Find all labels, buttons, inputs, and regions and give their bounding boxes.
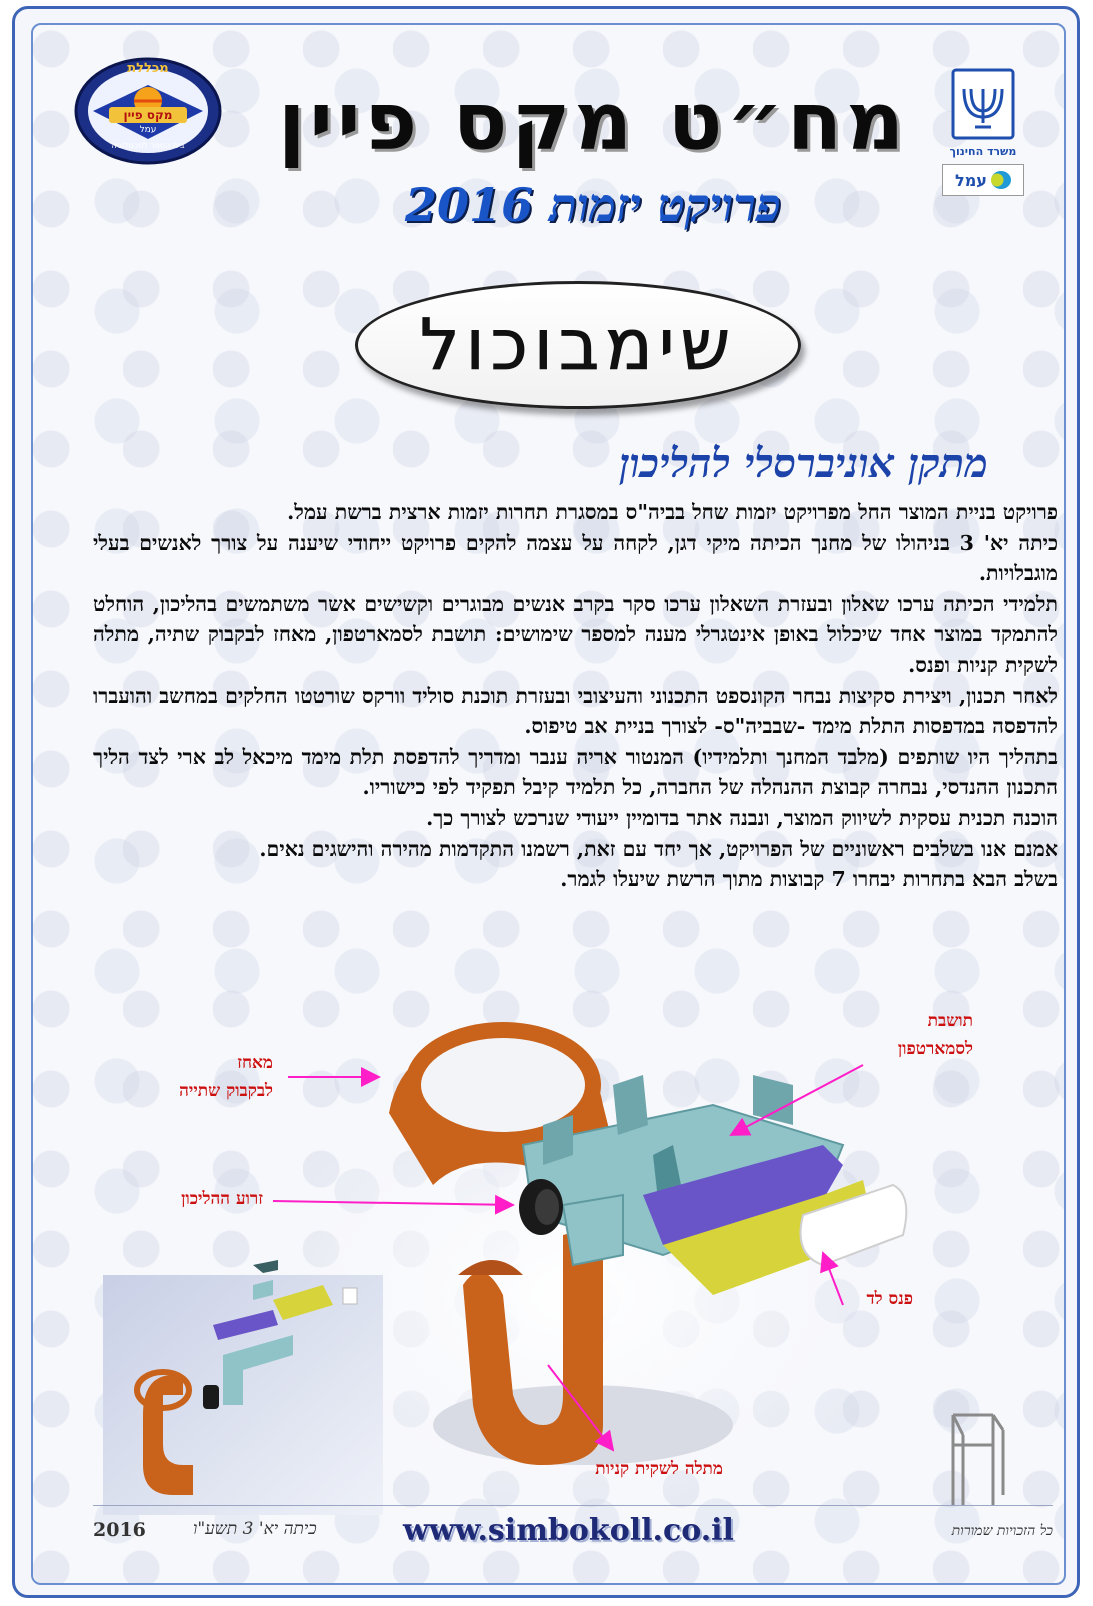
paragraph: פרויקט בניית המוצר החל מפרויקט יזמות שחל בביה"ס במסגרת תחרות יזמות ארצית ברשת עמל. bbox=[287, 500, 1058, 524]
school-logo-top: מכללת bbox=[127, 61, 169, 76]
school-logo-name: מקס פיין bbox=[123, 108, 173, 122]
amal-logo bbox=[942, 164, 1024, 196]
school-logo bbox=[73, 55, 223, 165]
paragraph: אמנם אנו בשלבים ראשוניים של הפרויקט, אך יחד עם זאת, רשמנו התקדמות מהירה והישגים נאים. bbox=[259, 836, 1058, 861]
walker-icon bbox=[953, 1415, 1003, 1505]
article-body bbox=[93, 497, 1058, 895]
callout-bottle-holder: מאחז לבקבוק שתייה bbox=[179, 1053, 273, 1101]
footer-website-link[interactable]: www.simbokoll.co.il bbox=[403, 1513, 734, 1548]
footer-class: כיתה יא' 3 תשע"ו bbox=[193, 1519, 317, 1539]
callout-led-light: פנס לד bbox=[866, 1289, 913, 1309]
exploded-view-inset bbox=[103, 1260, 383, 1515]
arrow-phone-mount bbox=[731, 1065, 863, 1135]
amal-logo-mark-icon bbox=[991, 171, 1011, 189]
school-logo-motto: עמל bbox=[139, 125, 157, 135]
walker-arm-part bbox=[519, 1179, 563, 1235]
paragraph: הוכנה תכנית עסקית לשיווק המוצר, ונבנה אתר בדומיין ייעודי שנרכש לצורך כך. bbox=[426, 805, 1058, 830]
paragraph: בשלב הבא בתחרות יבחרו 7 קבוצות מתוך הרשת שיעלו לגמר. bbox=[560, 867, 1058, 892]
callout-bag-hook: מתלה לשקית קניות bbox=[595, 1459, 723, 1479]
school-logo-bottom: בית הספר לטכנולוגיה bbox=[111, 141, 185, 150]
product-illustration bbox=[103, 995, 1063, 1525]
footer-divider bbox=[93, 1505, 1053, 1506]
project-title: פרויקט יזמות 2016 bbox=[405, 178, 781, 232]
paragraph: בתהליך היו שותפים (מלבד המחנך ותלמידיו) המנטור אריה ענבר ומדריך להדפסת תלת מימד מיכאל לב ארי לצד הליך התכנון ההנדסי, נבחרה קבוצת ההנהלה של החברה, כל תלמיד קיבל תפקיד לפי כישוריו. bbox=[93, 744, 1058, 800]
menorah-emblem-icon bbox=[950, 67, 1016, 141]
callout-walker-arm: זרוע ההליכון bbox=[181, 1189, 263, 1209]
callout-phone-mount: תושבת לסמארטפון bbox=[897, 1011, 973, 1059]
brand-logo-oval bbox=[355, 281, 801, 409]
footer-year: 2016 bbox=[93, 1519, 146, 1541]
paragraph: תלמידי הכיתה ערכו שאלון ובעזרת השאלון ערכו סקר בקרב אנשים מבוגרים וקשישים אשר משתמשים בהליכון, הוחלט להתמקד במוצר אחד שיכלול באופן אינטגרלי מענה למספר שימושים: תושבת לסמארטפון, מאחז לבקבוק שתיה, מתלה לשקית קניות ופנס. bbox=[93, 591, 1058, 677]
school-title: מח״ט מקס פיין bbox=[277, 75, 909, 168]
footer bbox=[93, 1513, 1053, 1557]
poster-frame bbox=[12, 6, 1080, 1598]
paragraph: כיתה יא' 3 בניהולו של מחנך הכיתה מיקי דגן, לקחה על עצמה להקים פרויקט ייחודי שיענה על צורך לאנשים בעלי מוגבלויות. bbox=[93, 530, 1059, 586]
ministry-name: משרד החינוך bbox=[949, 145, 1017, 158]
amal-logo-text: עמל bbox=[955, 170, 987, 190]
ministry-logo bbox=[942, 67, 1024, 190]
paragraph: לאחר תכנון, ויצירת סקיצות נבחר הקונספט התכנוני והעיצובי ובעזרת תוכנת סוליד וורקס שורטטו החלקים במחשב והועברו להדפסה במדפסות התלת מימד -שבביה"ס- לצורך בניית אב טיפוס. bbox=[93, 683, 1058, 739]
footer-rights: כל הזכויות שמורות bbox=[951, 1523, 1053, 1539]
brand-name: שימבוכול bbox=[419, 304, 737, 386]
poster-inner bbox=[31, 23, 1066, 1585]
product-subtitle: מתקן אוניברסלי להליכון bbox=[619, 440, 988, 487]
